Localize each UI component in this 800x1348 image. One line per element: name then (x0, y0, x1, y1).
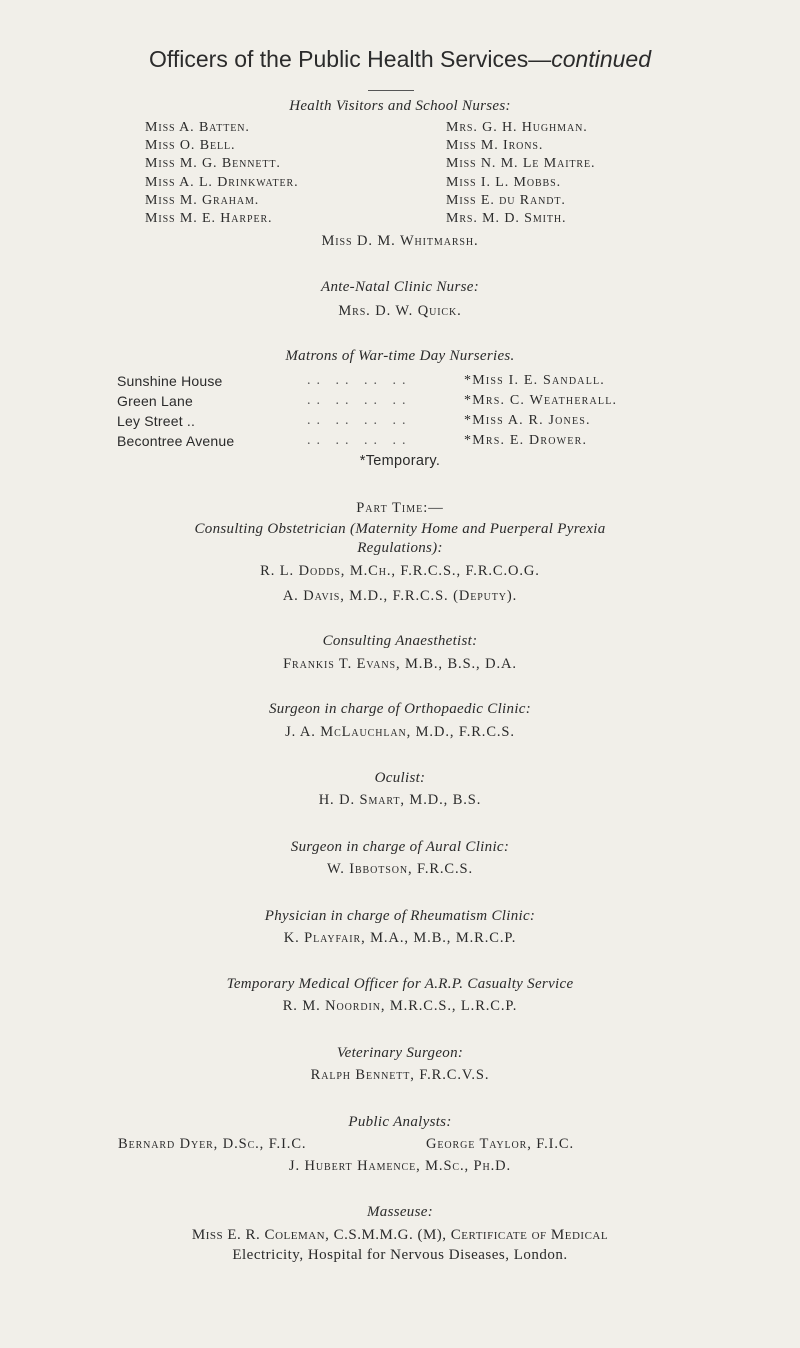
title-divider (368, 90, 414, 91)
analyst-name: J. Hubert Hamence, M.Sc., Ph.D. (288, 1158, 512, 1174)
list-item: Miss A. Batten. (145, 120, 250, 135)
health-visitors-heading: Health Visitors and School Nurses: (289, 98, 511, 114)
list-item: Miss M. Graham. (145, 192, 260, 208)
masseuse-line1: Miss E. R. Coleman, C.S.M.M.G. (M), Certificate of Medical (191, 1227, 609, 1243)
veterinary-heading: Veterinary Surgeon: (336, 1045, 464, 1061)
page-title (0, 46, 800, 73)
anaesthetist-name: Frankis T. Evans, M.B., B.S., D.A. (283, 656, 517, 672)
aural-heading: Surgeon in charge of Aural Clinic: (290, 839, 510, 855)
orthopaedic-heading: Surgeon in charge of Orthopaedic Clinic: (268, 701, 532, 717)
list-item: Miss O. Bell. (145, 138, 236, 154)
rheumatism-heading: Physician in charge of Rheumatism Clinic: (264, 908, 536, 924)
health-visitor-last: Miss D. M. Whitmarsh. (321, 233, 479, 249)
list-item: Mrs. M. D. Smith. (446, 210, 567, 226)
oculist-name: H. D. Smart, M.D., B.S. (318, 792, 482, 808)
obstetrician-heading-line2: Regulations): (357, 540, 443, 556)
arp-heading: Temporary Medical Officer for A.R.P. Casualty Service (226, 976, 574, 992)
list-item: Miss E. du Randt. (446, 192, 566, 208)
obstetrician-heading-line1: Consulting Obstetrician (Maternity Home and Puerperal Pyrexia (194, 521, 606, 537)
list-item: Miss M. E. Harper. (145, 210, 273, 226)
arp-name: R. M. Noordin, M.R.C.S., L.R.C.P. (282, 998, 518, 1014)
leader-dots: .. .. .. .. (307, 433, 412, 448)
nurseries-footnote: *Temporary. (359, 453, 441, 469)
list-item: Miss A. L. Drinkwater. (145, 174, 299, 190)
nursery-row (117, 373, 767, 392)
part-time-heading: Part Time:— (356, 500, 444, 516)
list-item: Miss M. Irons. (446, 138, 544, 154)
nurseries-heading: Matrons of War-time Day Nurseries. (285, 348, 515, 364)
nursery-row (117, 393, 767, 412)
list-item: Miss N. M. Le Maitre. (446, 156, 596, 172)
analysts-heading: Public Analysts: (348, 1114, 452, 1130)
nursery-matron: *Mrs. C. Weatherall. (464, 393, 618, 408)
masseuse-line2: Electricity, Hospital for Nervous Diseases, London. (232, 1247, 568, 1263)
veterinary-name: Ralph Bennett, F.R.C.V.S. (310, 1067, 490, 1083)
nursery-place: Becontree Avenue (117, 433, 235, 449)
title-main: Officers of the Public Health Services— (149, 46, 552, 72)
nursery-matron: *Miss I. E. Sandall. (464, 373, 606, 388)
nursery-place: Ley Street .. (117, 413, 196, 429)
nursery-place: Green Lane (117, 393, 193, 409)
list-item: Mrs. G. H. Hughman. (446, 120, 588, 135)
obstetrician-deputy-name: A. Davis, M.D., F.R.C.S. (Deputy). (282, 588, 518, 604)
leader-dots: .. .. .. .. (307, 413, 412, 428)
nursery-place: Sunshine House (117, 373, 223, 389)
health-visitors-left-list (145, 120, 298, 229)
ante-natal-heading: Ante-Natal Clinic Nurse: (320, 279, 480, 295)
rheumatism-name: K. Playfair, M.A., M.B., M.R.C.P. (283, 930, 517, 946)
obstetrician-name: R. L. Dodds, M.Ch., F.R.C.S., F.R.C.O.G. (260, 563, 540, 579)
nursery-matron: *Miss A. R. Jones. (464, 413, 591, 428)
analyst-name: Bernard Dyer, D.Sc., F.I.C. (118, 1136, 307, 1152)
oculist-heading: Oculist: (374, 770, 426, 786)
orthopaedic-name: J. A. McLauchlan, M.D., F.R.C.S. (285, 724, 515, 740)
health-visitors-right-list (446, 120, 595, 229)
aural-name: W. Ibbotson, F.R.C.S. (326, 861, 474, 877)
title-continued: continued (551, 46, 651, 72)
leader-dots: .. .. .. .. (307, 373, 412, 388)
nursery-row (117, 413, 767, 432)
list-item: Miss M. G. Bennett. (145, 156, 281, 172)
ante-natal-nurse: Mrs. D. W. Quick. (338, 303, 462, 319)
list-item: Miss I. L. Mobbs. (446, 174, 561, 190)
nursery-matron: *Mrs. E. Drower. (464, 433, 588, 448)
leader-dots: .. .. .. .. (307, 393, 412, 408)
anaesthetist-heading: Consulting Anaesthetist: (322, 633, 478, 649)
masseuse-heading: Masseuse: (366, 1204, 434, 1220)
analyst-name: George Taylor, F.I.C. (426, 1136, 574, 1152)
nursery-row (117, 433, 767, 452)
